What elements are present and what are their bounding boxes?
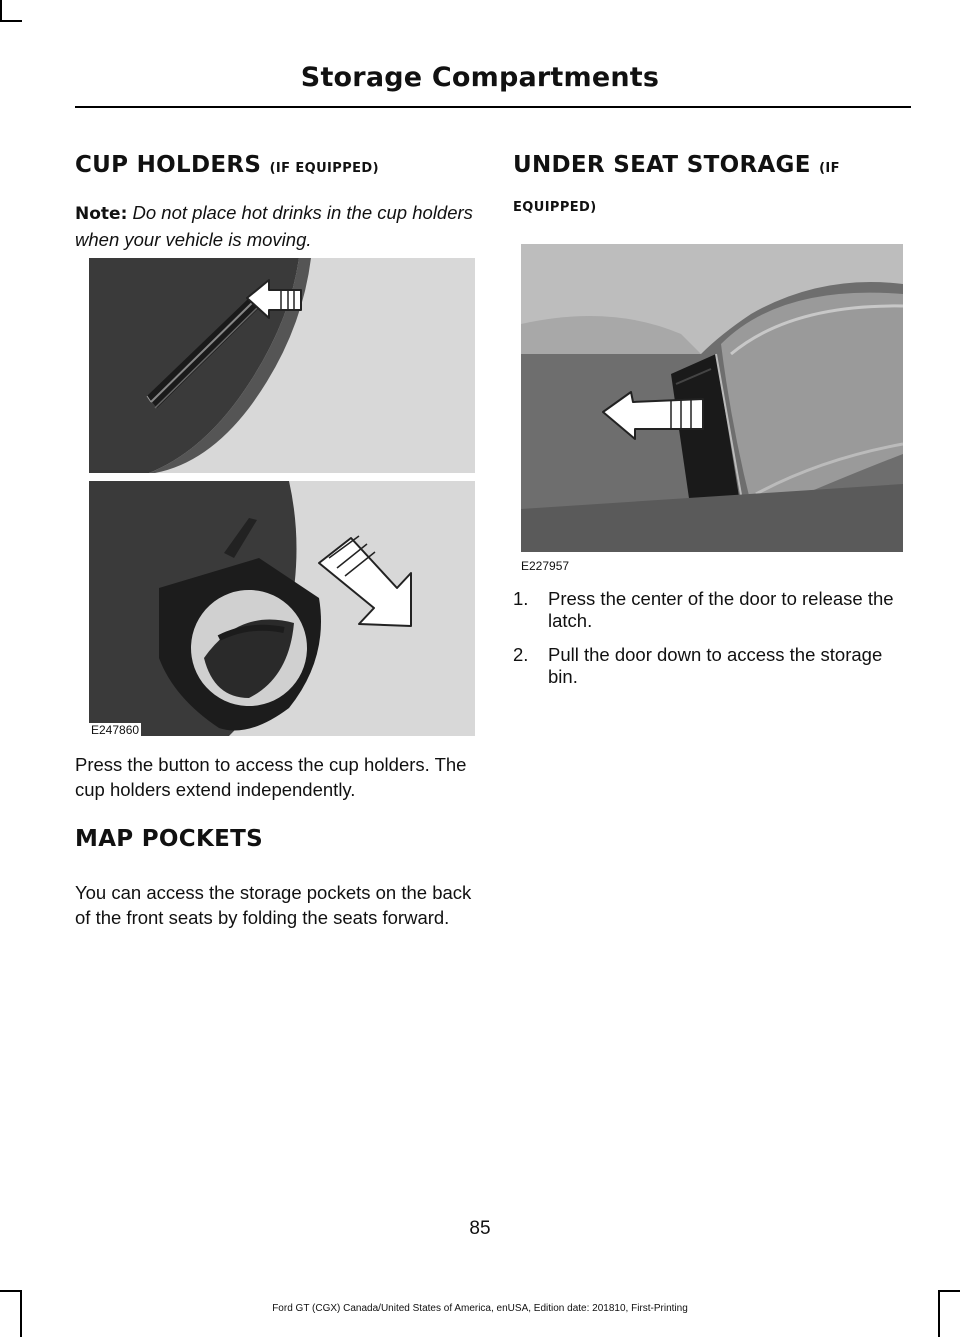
cup-holder-illustration bbox=[89, 258, 475, 736]
step-number: 2. bbox=[513, 644, 529, 665]
step-text: Pull the door down to access the storage bin. bbox=[548, 644, 883, 687]
map-pockets-heading: MAP POCKETS bbox=[75, 826, 263, 852]
note-label: Note: bbox=[75, 204, 128, 224]
under-seat-heading bbox=[513, 148, 913, 186]
cup-holder-figure-code: E247860 bbox=[91, 723, 140, 737]
cup-holders-note bbox=[75, 200, 487, 252]
crop-mark-top-left-h bbox=[0, 20, 22, 22]
list-item bbox=[513, 644, 913, 688]
under-seat-steps bbox=[513, 588, 913, 688]
cup-holders-body: Press the button to access the cup holders. The cup holders extend independently. bbox=[75, 754, 467, 800]
cup-holders-heading bbox=[75, 148, 487, 186]
left-column bbox=[75, 148, 487, 252]
cup-holders-heading-suffix: (IF EQUIPPED) bbox=[269, 161, 379, 176]
under-seat-heading-suffix: (IF bbox=[819, 161, 840, 176]
under-seat-heading-text: UNDER SEAT STORAGE bbox=[513, 152, 811, 178]
under-seat-figure-code: E227957 bbox=[521, 559, 570, 573]
map-pockets-body: You can access the storage pockets on the back of the front seats by folding the seats forward. bbox=[75, 882, 472, 928]
page-title: Storage Compartments bbox=[300, 62, 660, 93]
under-seat-heading-suffix-cont: EQUIPPED) bbox=[513, 200, 597, 215]
under-seat-illustration bbox=[521, 244, 903, 552]
footer-edition-text: Ford GT (CGX) Canada/United States of America, enUSA, Edition date: 201810, First-Printing bbox=[272, 1303, 688, 1314]
step-number: 1. bbox=[513, 588, 529, 609]
header-divider bbox=[75, 106, 911, 108]
crop-mark-top-left bbox=[0, 0, 2, 22]
map-pockets-section bbox=[75, 822, 487, 930]
right-column bbox=[513, 148, 913, 215]
cup-holders-heading-text: CUP HOLDERS bbox=[75, 152, 262, 178]
list-item bbox=[513, 588, 913, 632]
crop-mark-bottom-right bbox=[938, 1290, 960, 1292]
note-text: Do not place hot drinks in the cup holders when your vehicle is moving. bbox=[75, 202, 473, 250]
page-number: 85 bbox=[469, 1218, 491, 1239]
crop-mark-bottom-left bbox=[0, 1290, 22, 1292]
under-seat-steps-wrap bbox=[513, 588, 913, 700]
cup-holders-body-wrap bbox=[75, 752, 487, 802]
step-text: Press the center of the door to release the latch. bbox=[548, 588, 894, 631]
